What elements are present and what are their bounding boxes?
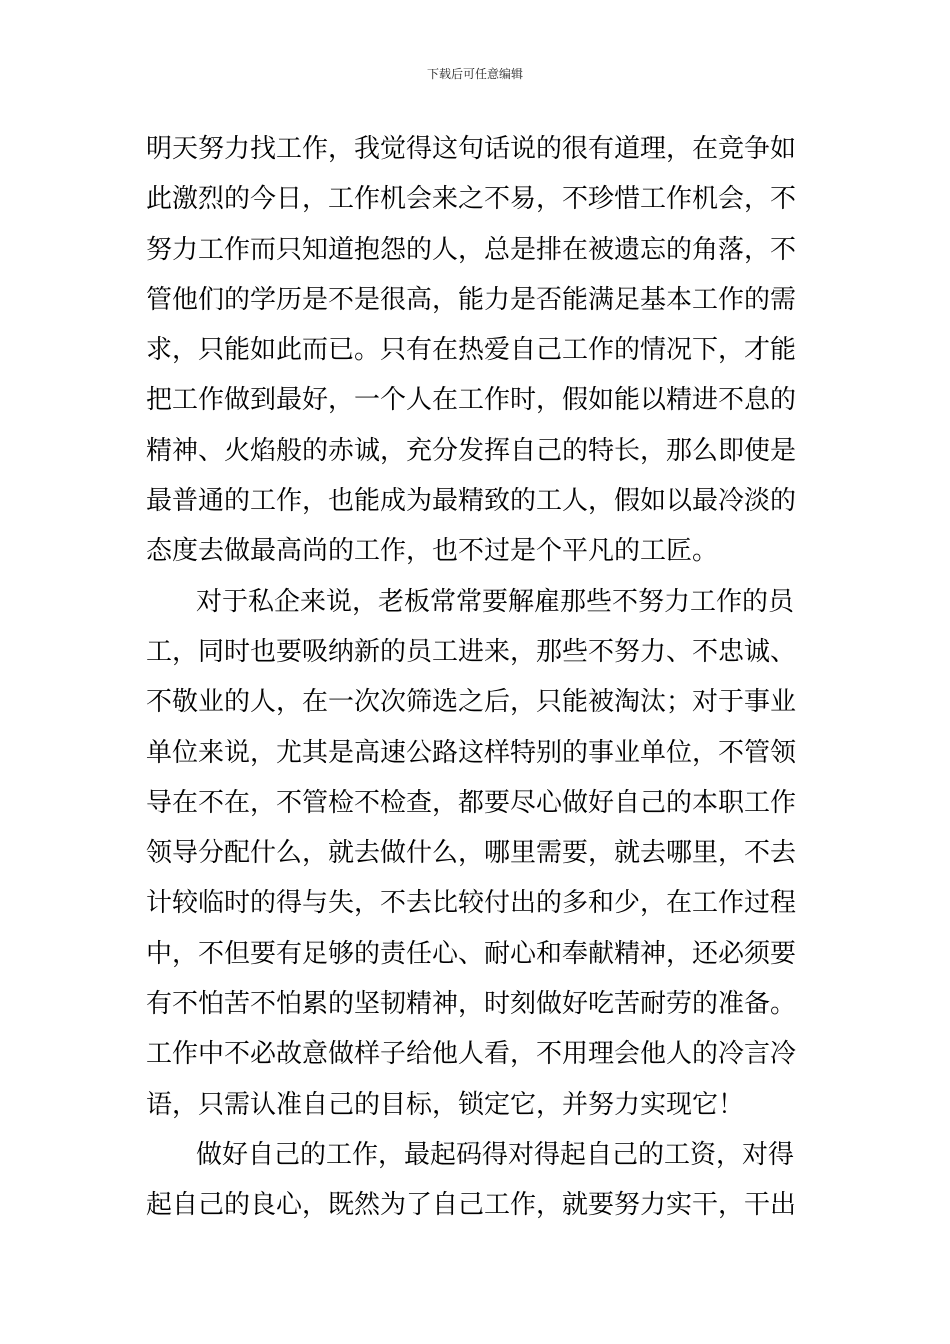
text-line: 明天努力找工作，我觉得这句话说的很有道理，在竞争如: [146, 134, 797, 164]
text-line: 工作中不必故意做样子给他人看，不用理会他人的冷言冷: [146, 1039, 797, 1070]
paragraph-first-line: 对于私企来说，老板常常要解雇那些不努力工作的员: [196, 586, 795, 617]
text-line: 最普通的工作，也能成为最精致的工人，假如以最冷淡的: [146, 486, 797, 517]
text-line: 领导分配什么，就去做什么，哪里需要，就去哪里，不去: [146, 838, 797, 869]
text-line: 努力工作而只知道抱怨的人，总是排在被遗忘的角落，不: [146, 234, 797, 265]
text-line: 单位来说，尤其是高速公路这样特别的事业单位，不管领: [146, 737, 797, 768]
text-line: 此激烈的今日，工作机会来之不易，不珍惜工作机会，不: [146, 184, 797, 215]
text-line: 态度去做最高尚的工作，也不过是个平凡的工匠。: [146, 536, 719, 567]
text-line: 有不怕苦不怕累的坚韧精神，时刻做好吃苦耐劳的准备。: [146, 989, 797, 1020]
paragraph-first-line: 做好自己的工作，最起码得对得起自己的工资，对得: [196, 1139, 795, 1170]
text-line: 工，同时也要吸纳新的员工进来，那些不努力、不忠诚、: [146, 636, 797, 667]
text-line: 计较临时的得与失，不去比较付出的多和少，在工作过程: [146, 888, 797, 919]
text-line: 中，不但要有足够的责任心、耐心和奉献精神，还必须要: [146, 938, 797, 969]
text-line: 起自己的良心，既然为了自己工作，就要努力实干，干出: [146, 1190, 797, 1221]
text-line: 导在不在，不管检不检查，都要尽心做好自己的本职工作: [146, 787, 797, 818]
page-header: 下载后可任意编辑: [426, 67, 523, 81]
text-line: 不敬业的人，在一次次筛选之后，只能被淘汰；对于事业: [146, 687, 797, 718]
text-line: 把工作做到最好，一个人在工作时，假如能以精进不息的: [146, 385, 797, 416]
text-line: 管他们的学历是不是很高，能力是否能满足基本工作的需: [146, 284, 797, 315]
document-body: [146, 124, 810, 1231]
text-line: 语，只需认准自己的目标，锁定它，并努力实现它！: [146, 1089, 745, 1120]
text-line: 精神、火焰般的赤诚，充分发挥自己的特长，那么即使是: [146, 435, 797, 466]
text-line: 求，只能如此而已。只有在热爱自己工作的情况下，才能: [146, 335, 797, 366]
